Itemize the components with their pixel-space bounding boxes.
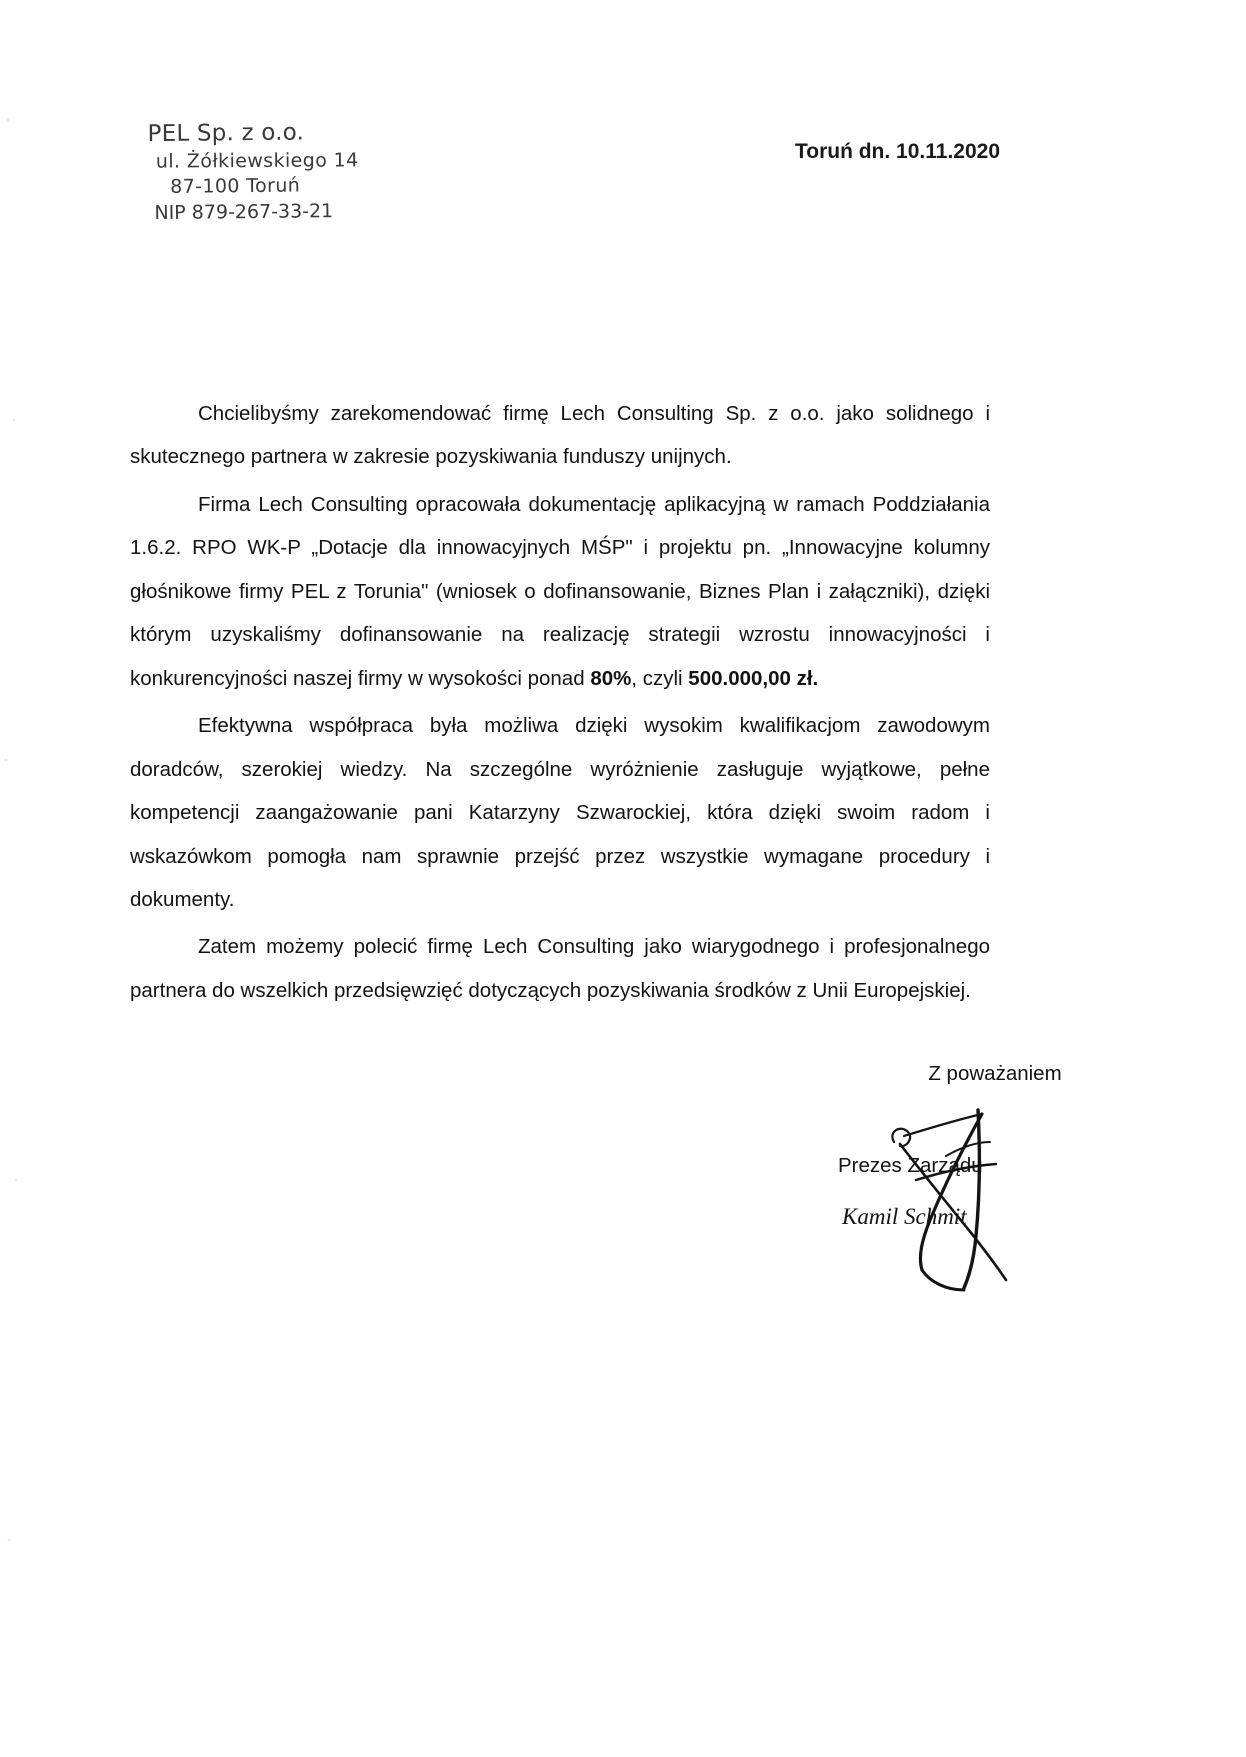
highlight-joiner: , czyli [631, 666, 689, 690]
signer-role: Prezes Zarządu [838, 1154, 983, 1177]
letterhead-company: PEL Sp. z o.o. [147, 119, 305, 148]
date-line: Toruń dn. 10.11.2020 [794, 140, 1000, 163]
letterhead-tax-id: NIP 879-267-33-21 [154, 199, 334, 224]
signer-name: Kamil Schmit [842, 1204, 967, 1229]
highlight-amount: 500.000,00 zł. [688, 666, 819, 690]
letter-body [130, 392, 990, 1016]
signature-block [820, 1130, 1160, 1310]
scan-edge-artifacts [0, 0, 26, 1757]
paragraph-2-text: Firma Lech Consulting opracowała dokumentację aplikacyjną w ramach Poddziałania 1.6.2. RPO WK-P „Dotacje dla innowacyjnych MŚP" i projektu pn. „Innowacyjne kolumny głośnikowe firmy PEL z Torunia" (wniosek o dofinansowanie, Biznes Plan i załączniki), dzięki którym uzyskaliśmy dofinansowanie na realizację strategii wzrostu innowacyjności i konkurencyjności naszej firmy w wysokości ponad [130, 492, 990, 690]
paragraph-2 [130, 483, 990, 700]
handwritten-signature-icon [860, 1084, 1090, 1314]
letterhead-city: 87-100 Toruń [170, 174, 301, 199]
closing-regards: Z poważaniem [928, 1062, 1062, 1085]
letterhead-street: ul. Żółkiewskiego 14 [155, 149, 359, 173]
paragraph-4: Zatem możemy polecić firmę Lech Consulting jako wiarygodnego i profesjonalnego partnera do wszelkich przedsięwzięć dotyczących pozyskiwania środków z Unii Europejskiej. [130, 935, 990, 1002]
highlight-percent: 80% [590, 666, 632, 690]
paragraph-1: Chcielibyśmy zarekomendować firmę Lech Consulting Sp. z o.o. jako solidnego i skutecznego partnera w zakresie pozyskiwania funduszy unijnych. [130, 402, 990, 469]
paragraph-3: Efektywna współpraca była możliwa dzięki wysokim kwalifikacjom zawodowym doradców, szerokiej wiedzy. Na szczególne wyróżnienie zasługuje wyjątkowe, pełne kompetencji zaangażowanie pani Katarzyny Szwarockiej, która dzięki swoim radom i wskazówkom pomogła nam sprawnie przejść przez wszystkie wymagane procedury i dokumenty. [130, 714, 990, 911]
letterhead-stamp [147, 117, 359, 226]
closing-block [830, 1062, 1160, 1086]
